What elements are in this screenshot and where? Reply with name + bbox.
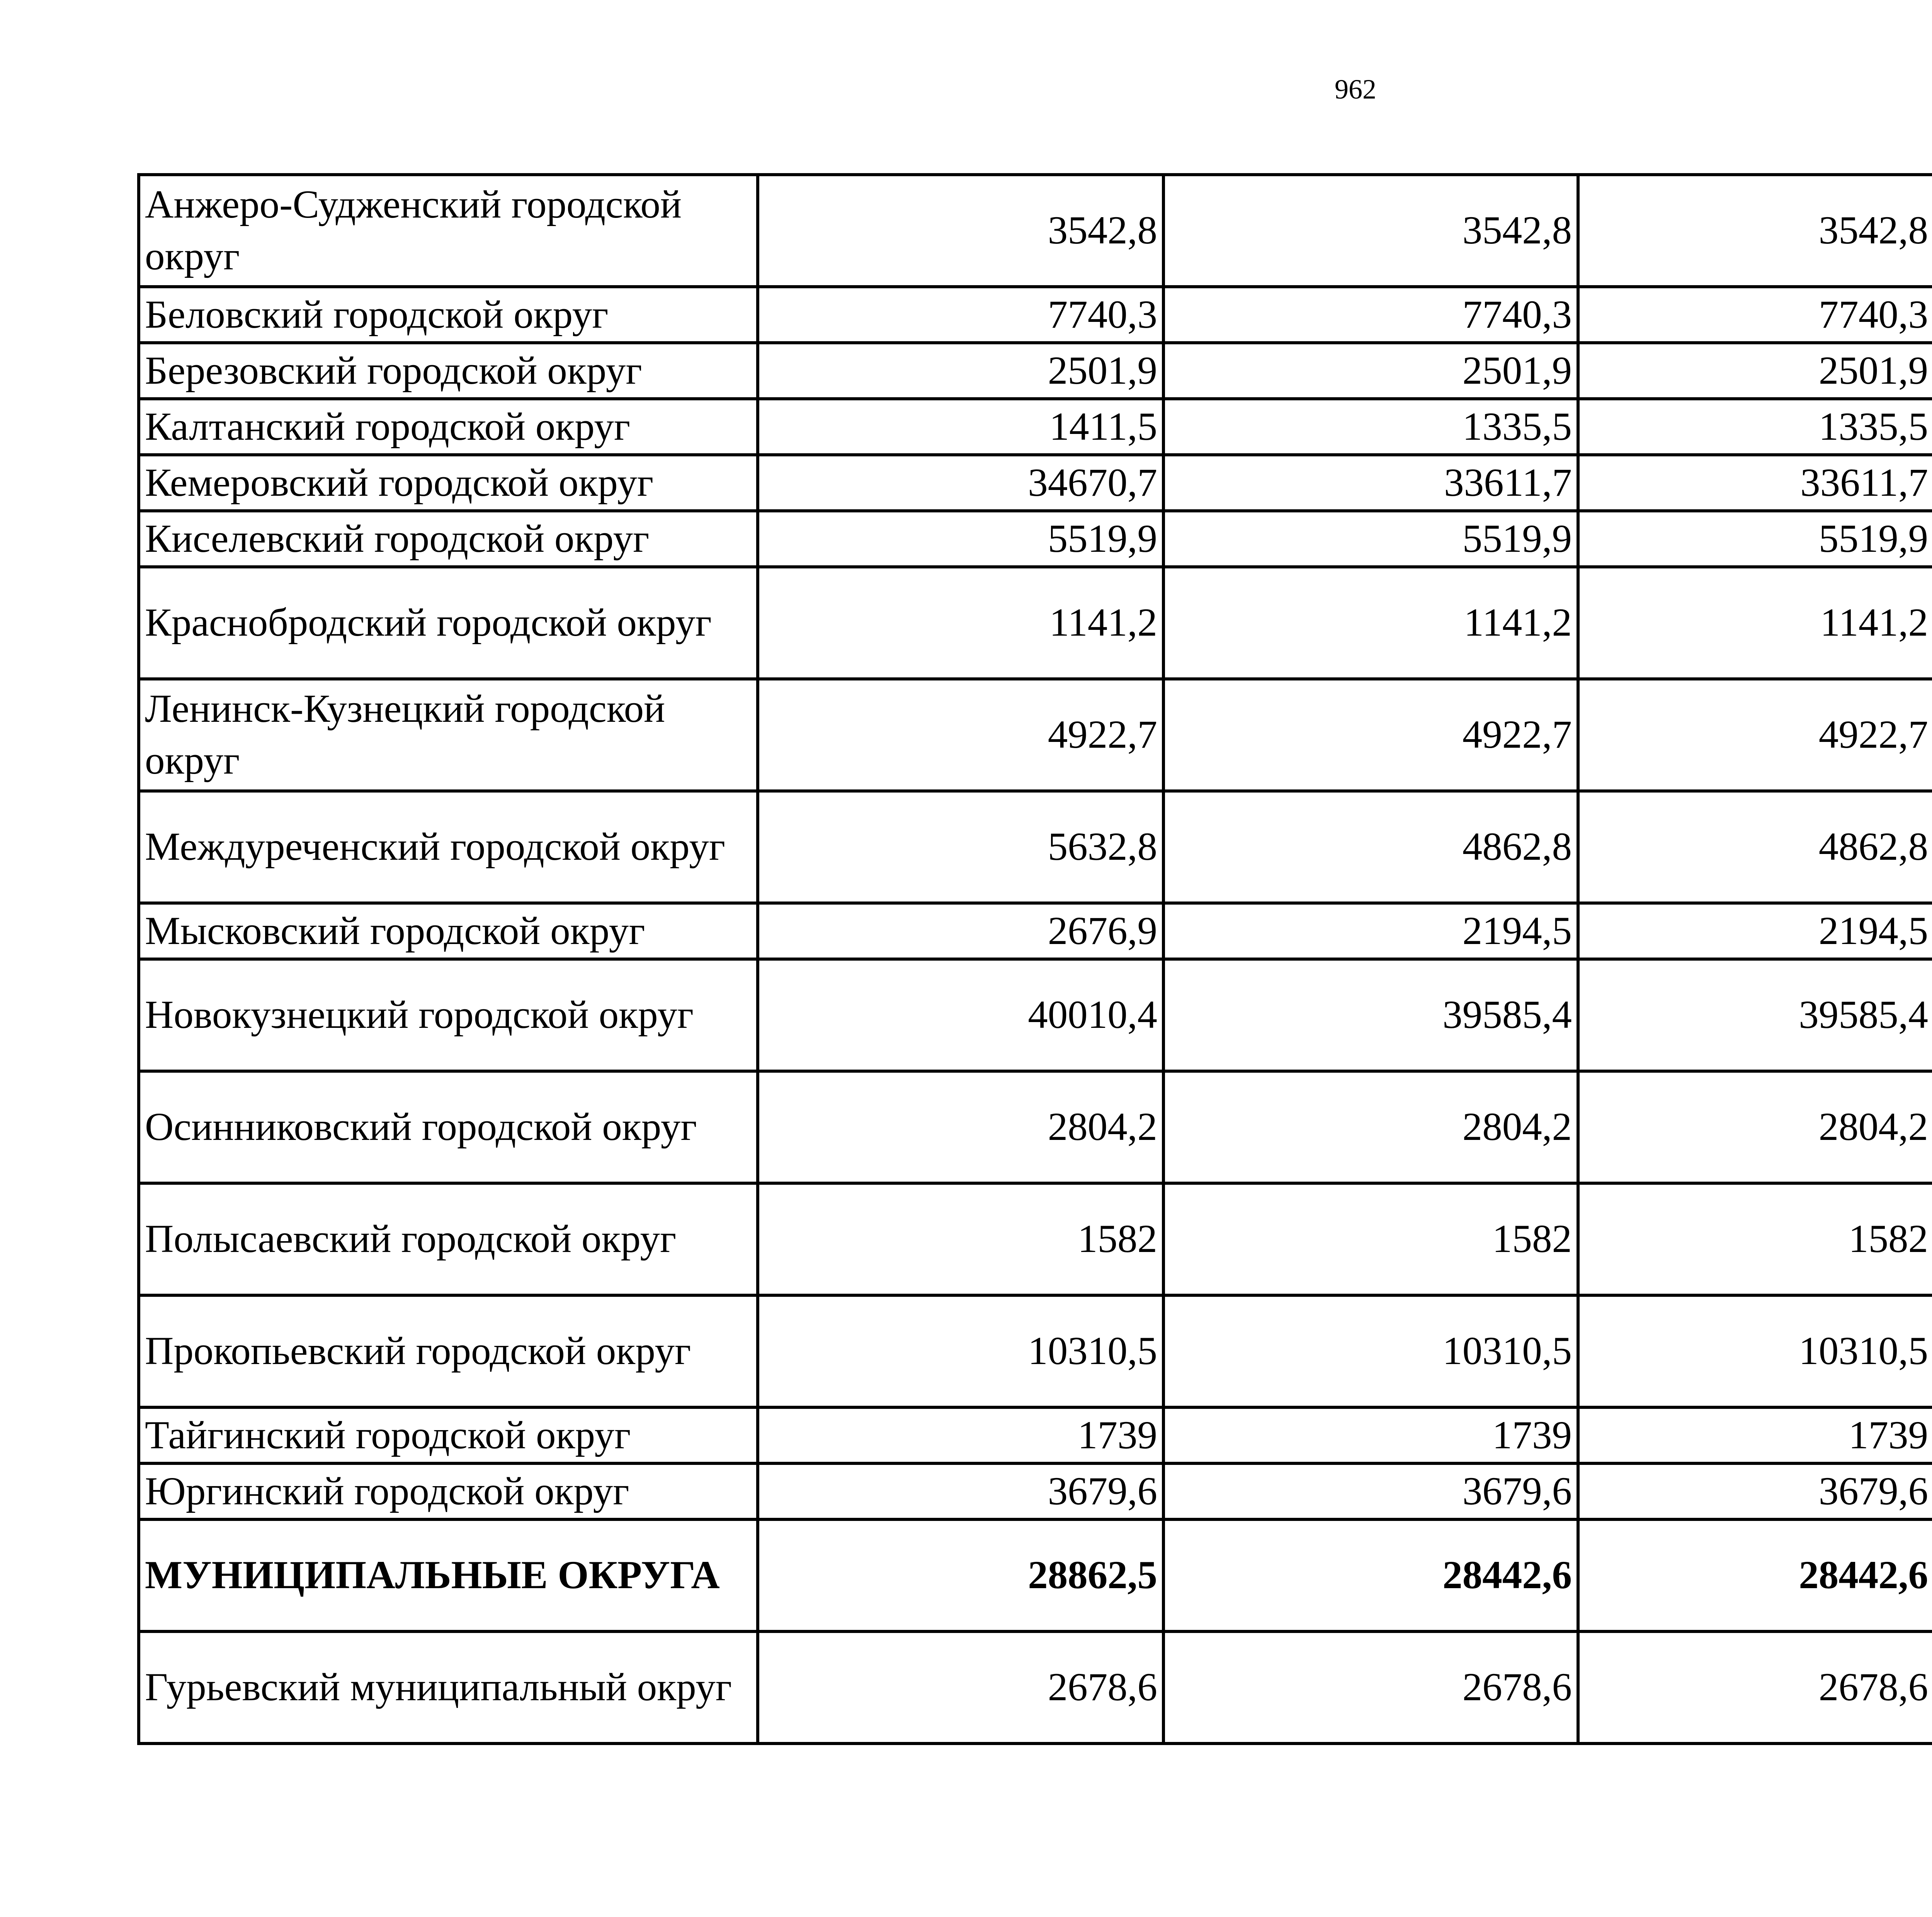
value-cell-col2: 28442,6 bbox=[1163, 1519, 1578, 1631]
value-cell-col2: 10310,5 bbox=[1163, 1295, 1578, 1407]
value-cell-col1: 28862,5 bbox=[758, 1519, 1163, 1631]
value-cell-col3: 39585,4 bbox=[1578, 959, 1932, 1071]
value-cell-col3: 5519,9 bbox=[1578, 511, 1932, 567]
value-cell-col3: 28442,6 bbox=[1578, 1519, 1932, 1631]
value-cell-col3: 10310,5 bbox=[1578, 1295, 1932, 1407]
value-cell-col3: 1335,5 bbox=[1578, 399, 1932, 455]
value-cell-col2: 5519,9 bbox=[1163, 511, 1578, 567]
table-row bbox=[139, 1183, 1932, 1295]
value-cell-col3: 1141,2 bbox=[1578, 567, 1932, 679]
row-name-cell: МУНИЦИПАЛЬНЫЕ ОКРУГА bbox=[139, 1519, 758, 1631]
table-body bbox=[139, 175, 1932, 1744]
table-row bbox=[139, 175, 1932, 287]
value-cell-col3: 4922,7 bbox=[1578, 679, 1932, 791]
row-name-cell: Ленинск-Кузнецкий городской округ bbox=[139, 679, 758, 791]
row-name-cell: Осинниковский городской округ bbox=[139, 1071, 758, 1183]
table-row bbox=[139, 791, 1932, 903]
value-cell-col1: 4922,7 bbox=[758, 679, 1163, 791]
value-cell-col3: 1582 bbox=[1578, 1183, 1932, 1295]
table-row bbox=[139, 1407, 1932, 1463]
row-name-cell: Тайгинский городской округ bbox=[139, 1407, 758, 1463]
table-row bbox=[139, 455, 1932, 511]
value-cell-col1: 2676,9 bbox=[758, 903, 1163, 959]
value-cell-col1: 40010,4 bbox=[758, 959, 1163, 1071]
value-cell-col2: 33611,7 bbox=[1163, 455, 1578, 511]
value-cell-col1: 34670,7 bbox=[758, 455, 1163, 511]
value-cell-col1: 1411,5 bbox=[758, 399, 1163, 455]
row-name-cell: Калтанский городской округ bbox=[139, 399, 758, 455]
value-cell-col1: 3679,6 bbox=[758, 1463, 1163, 1519]
value-cell-col2: 4862,8 bbox=[1163, 791, 1578, 903]
value-cell-col1: 2501,9 bbox=[758, 343, 1163, 399]
value-cell-col2: 2501,9 bbox=[1163, 343, 1578, 399]
value-cell-col2: 39585,4 bbox=[1163, 959, 1578, 1071]
value-cell-col2: 2678,6 bbox=[1163, 1631, 1578, 1744]
value-cell-col3: 1739 bbox=[1578, 1407, 1932, 1463]
value-cell-col2: 2804,2 bbox=[1163, 1071, 1578, 1183]
row-name-cell: Мысковский городской округ bbox=[139, 903, 758, 959]
value-cell-col2: 1739 bbox=[1163, 1407, 1578, 1463]
table-row bbox=[139, 903, 1932, 959]
value-cell-col2: 1582 bbox=[1163, 1183, 1578, 1295]
table-row bbox=[139, 679, 1932, 791]
value-cell-col2: 1335,5 bbox=[1163, 399, 1578, 455]
value-cell-col3: 2501,9 bbox=[1578, 343, 1932, 399]
value-cell-col1: 1739 bbox=[758, 1407, 1163, 1463]
row-name-cell: Киселевский городской округ bbox=[139, 511, 758, 567]
row-name-cell: Кемеровский городской округ bbox=[139, 455, 758, 511]
table-row bbox=[139, 1071, 1932, 1183]
value-cell-col2: 3679,6 bbox=[1163, 1463, 1578, 1519]
value-cell-col2: 1141,2 bbox=[1163, 567, 1578, 679]
table-row bbox=[139, 959, 1932, 1071]
value-cell-col1: 10310,5 bbox=[758, 1295, 1163, 1407]
value-cell-col3: 2804,2 bbox=[1578, 1071, 1932, 1183]
value-cell-col3: 2678,6 bbox=[1578, 1631, 1932, 1744]
table-row bbox=[139, 1463, 1932, 1519]
row-name-cell: Краснобродский городской округ bbox=[139, 567, 758, 679]
value-cell-col3: 7740,3 bbox=[1578, 287, 1932, 343]
row-name-cell: Прокопьевский городской округ bbox=[139, 1295, 758, 1407]
value-cell-col2: 4922,7 bbox=[1163, 679, 1578, 791]
value-cell-col3: 3542,8 bbox=[1578, 175, 1932, 287]
value-cell-col1: 3542,8 bbox=[758, 175, 1163, 287]
value-cell-col1: 1582 bbox=[758, 1183, 1163, 1295]
value-cell-col3: 4862,8 bbox=[1578, 791, 1932, 903]
value-cell-col1: 1141,2 bbox=[758, 567, 1163, 679]
table-row bbox=[139, 399, 1932, 455]
table-row bbox=[139, 1295, 1932, 1407]
table-row bbox=[139, 343, 1932, 399]
table-row bbox=[139, 287, 1932, 343]
page-number: 962 bbox=[1335, 74, 1376, 105]
table-row bbox=[139, 511, 1932, 567]
row-name-cell: Березовский городской округ bbox=[139, 343, 758, 399]
value-cell-col1: 5632,8 bbox=[758, 791, 1163, 903]
value-cell-col2: 2194,5 bbox=[1163, 903, 1578, 959]
value-cell-col1: 7740,3 bbox=[758, 287, 1163, 343]
value-cell-col3: 2194,5 bbox=[1578, 903, 1932, 959]
value-cell-col3: 33611,7 bbox=[1578, 455, 1932, 511]
value-cell-col2: 3542,8 bbox=[1163, 175, 1578, 287]
value-cell-col1: 2678,6 bbox=[758, 1631, 1163, 1744]
row-name-cell: Юргинский городской округ bbox=[139, 1463, 758, 1519]
row-name-cell: Беловский городской округ bbox=[139, 287, 758, 343]
value-cell-col2: 7740,3 bbox=[1163, 287, 1578, 343]
row-name-cell: Полысаевский городской округ bbox=[139, 1183, 758, 1295]
value-cell-col1: 5519,9 bbox=[758, 511, 1163, 567]
row-name-cell: Анжеро-Судженский городской округ bbox=[139, 175, 758, 287]
row-name-cell: Новокузнецкий городской округ bbox=[139, 959, 758, 1071]
value-cell-col3: 3679,6 bbox=[1578, 1463, 1932, 1519]
table-row-subtotal bbox=[139, 1519, 1932, 1631]
row-name-cell: Гурьевский муниципальный округ bbox=[139, 1631, 758, 1744]
table-row bbox=[139, 567, 1932, 679]
row-name-cell: Междуреченский городской округ bbox=[139, 791, 758, 903]
value-cell-col1: 2804,2 bbox=[758, 1071, 1163, 1183]
table-row bbox=[139, 1631, 1932, 1744]
budget-table bbox=[137, 173, 1932, 1745]
